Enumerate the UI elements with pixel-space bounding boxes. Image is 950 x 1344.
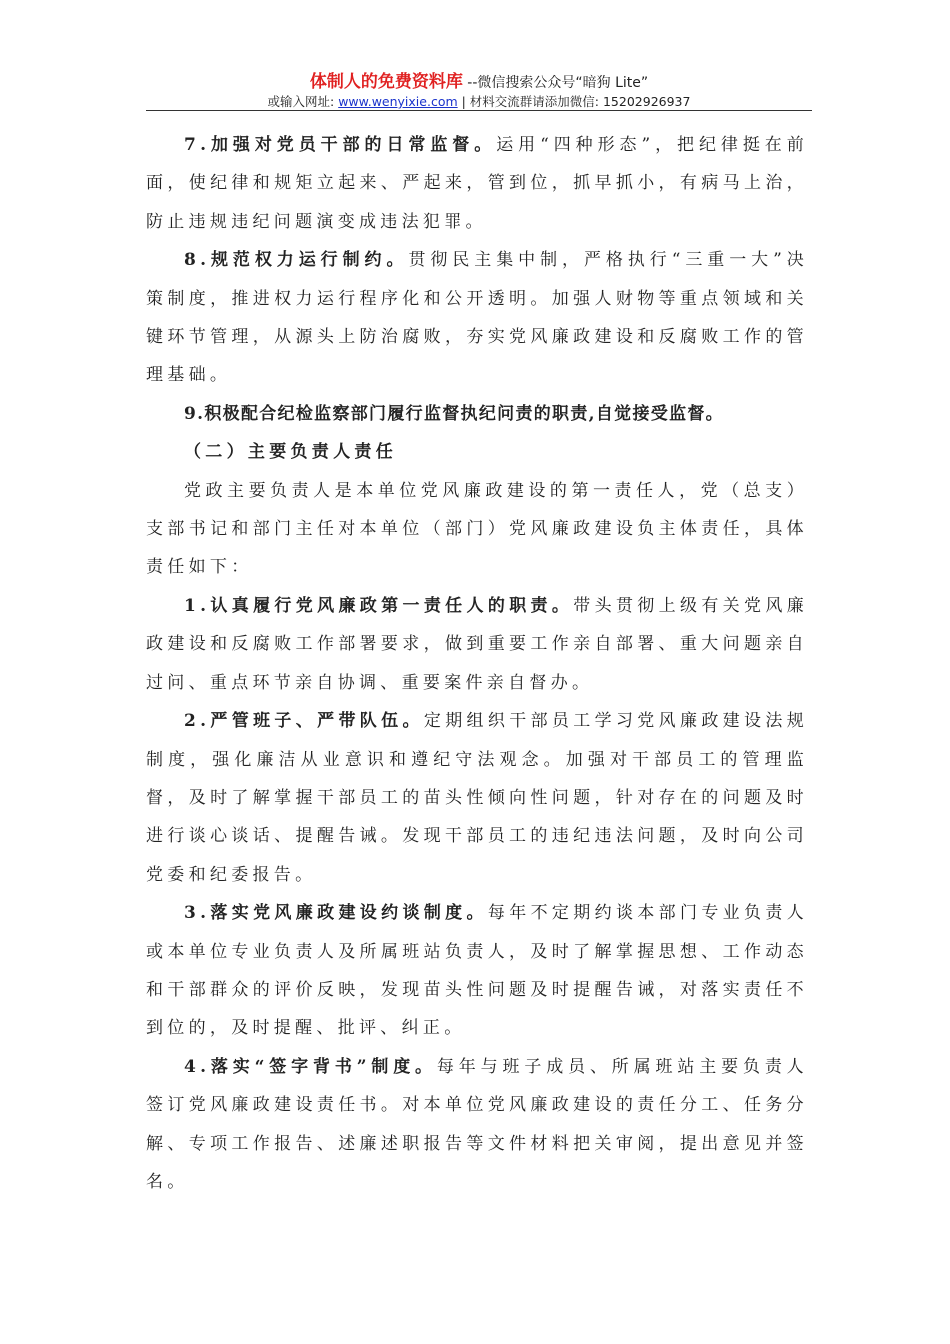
document-body bbox=[146, 126, 808, 1201]
heading-item-2: 2.严管班子、严带队伍。 bbox=[184, 711, 424, 732]
text-item-1: 带头贯彻上级有关党风廉政建设和反腐败工作部署要求，做到重要工作亲自部署、重大问题亲自过问、重点环节亲自协调、重要案件亲自督办。 bbox=[146, 595, 808, 693]
paragraph-intro bbox=[146, 472, 808, 587]
contact-note: | 材料交流群请添加微信: 15202926937 bbox=[457, 94, 691, 109]
wechat-note: --微信搜索公众号“暗狗 Lite” bbox=[462, 75, 649, 91]
heading-item-7: 7.加强对党员干部的日常监督。 bbox=[184, 135, 497, 155]
heading-item-8: 8.规范权力运行制约。 bbox=[184, 250, 409, 271]
paragraph-item-9 bbox=[146, 395, 808, 433]
paragraph-item-1 bbox=[146, 587, 808, 702]
paragraph-item-4 bbox=[146, 1048, 808, 1202]
intro-text: 党政主要负责人是本单位党风廉政建设的第一责任人，党（总支）支部书记和部门主任对本单位（部门）党风廉政建设负主体责任，具体责任如下： bbox=[146, 480, 808, 578]
paragraph-item-8 bbox=[146, 241, 808, 395]
header-line-2 bbox=[146, 93, 812, 111]
header-divider bbox=[146, 110, 812, 111]
text-item-8: 贯彻民主集中制，严格执行“三重一大”决策制度，推进权力运行程序化和公开透明。加强人财物等重点领域和关键环节管理，从源头上防治腐败，夯实党风廉政建设和反腐败工作的管理基础。 bbox=[146, 250, 808, 386]
url-label: 或输入网址: bbox=[267, 94, 339, 109]
text-item-4: 每年与班子成员、所属班站主要负责人签订党风廉政建设责任书。对本单位党风廉政建设的责任分工、任务分解、专项工作报告、述廉述职报告等文件材料把关审阅，提出意见并签名。 bbox=[146, 1056, 808, 1192]
page-header bbox=[146, 72, 812, 111]
text-item-7: 运用“四种形态”，把纪律挺在前面，使纪律和规矩立起来、严起来，管到位，抓早抓小，有病马上治，防止违规违纪问题演变成违法犯罪。 bbox=[146, 135, 808, 232]
heading-item-1: 1.认真履行党风廉政第一责任人的职责。 bbox=[184, 595, 574, 616]
text-item-3: 每年不定期约谈本部门专业负责人或本单位专业负责人及所属班站负责人，及时了解掌握思想、工作动态和干部群众的评价反映，发现苗头性问题及时提醒告诫，对落实责任不到位的，及时提醒、批评、纠正。 bbox=[146, 903, 808, 1039]
paragraph-item-2 bbox=[146, 702, 808, 894]
heading-item-9: 9.积极配合纪检监察部门履行监督执纪问责的职责,自觉接受监督。 bbox=[184, 403, 724, 424]
website-link[interactable]: www.wenyixie.com bbox=[338, 94, 458, 109]
paragraph-item-7 bbox=[146, 126, 808, 241]
section-heading bbox=[146, 433, 808, 471]
site-name: 体制人的免费资料库 bbox=[309, 72, 463, 92]
heading-item-4: 4.落实“签字背书”制度。 bbox=[184, 1056, 437, 1077]
paragraph-item-3 bbox=[146, 894, 808, 1048]
text-item-2: 定期组织干部员工学习党风廉政建设法规制度，强化廉洁从业意识和遵纪守法观念。加强对干部员工的管理监督，及时了解掌握干部员工的苗头性倾向性问题，针对存在的问题及时进行谈心谈话、提醒告诫。发现干部员工的违纪违法问题，及时向公司党委和纪委报告。 bbox=[146, 711, 808, 885]
header-line-1 bbox=[146, 72, 812, 93]
heading-item-3: 3.落实党风廉政建设约谈制度。 bbox=[184, 903, 488, 924]
section-title: （二）主要负责人责任 bbox=[184, 442, 397, 463]
